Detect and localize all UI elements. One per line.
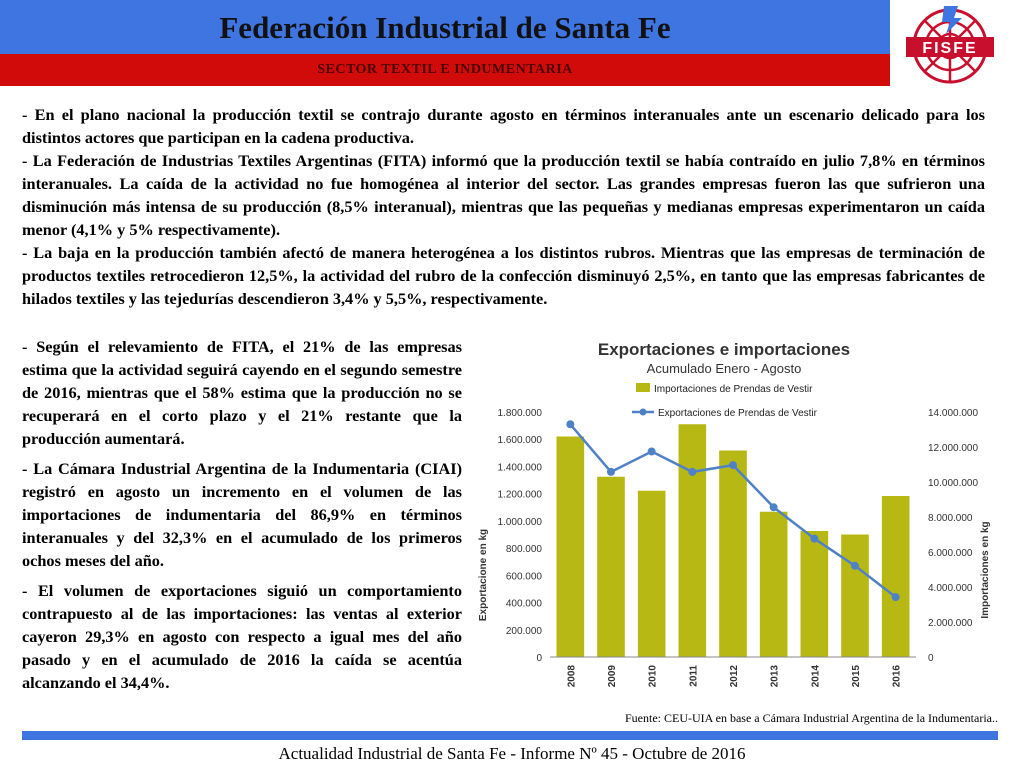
y-tick-label: 200.000 <box>505 625 542 637</box>
export-point <box>566 420 574 428</box>
chart-legend <box>632 383 818 419</box>
x-tick-label: 2010 <box>647 665 659 688</box>
page-title: Federación Industrial de Santa Fe <box>219 10 671 45</box>
y-tick-label: 1.400.000 <box>497 462 542 474</box>
y-tick-label: 600.000 <box>505 571 542 583</box>
y2-tick-label: 10.000.000 <box>928 478 979 489</box>
intro-paragraph: - En el plano nacional la producción textil se contrajo durante agosto en términos interanuales ante un escenario delicado para los distintos actores que participan en la cadena productiva. <box>22 105 985 147</box>
export-point <box>688 468 696 476</box>
import-bar <box>557 437 585 658</box>
x-tick-label: 2014 <box>810 665 822 688</box>
export-point <box>648 447 656 455</box>
y2-tick-label: 14.000.000 <box>928 408 979 419</box>
import-bar <box>638 491 666 657</box>
x-tick-label: 2013 <box>769 665 781 688</box>
chart-source: Fuente: CEU-UIA en base a Cámara Industrial Argentina de la Indumentaria.. <box>625 711 998 725</box>
export-point <box>770 503 778 511</box>
y-axis-label: Exportacione en kg <box>478 528 489 622</box>
import-bars <box>557 424 910 657</box>
y2-tick-label: 2.000.000 <box>928 618 973 629</box>
legend-marker-exports <box>640 409 647 416</box>
legend-label-exports: Exportaciones de Prendas de Vestir <box>658 408 817 419</box>
x-tick-label: 2011 <box>688 665 700 687</box>
chart-title: Exportaciones e importaciones <box>597 340 851 359</box>
fisfe-logo <box>902 4 998 86</box>
import-bar <box>841 535 869 658</box>
x-tick-label: 2012 <box>729 665 740 688</box>
y2-tick-label: 8.000.000 <box>928 513 973 524</box>
x-tick-label: 2008 <box>566 665 578 688</box>
legend-swatch-imports <box>636 383 650 392</box>
footer-bar <box>22 731 998 740</box>
y2-tick-label: 4.000.000 <box>928 583 973 594</box>
export-point <box>851 562 859 570</box>
y-tick-label: 0 <box>536 653 542 664</box>
export-point <box>607 468 615 476</box>
import-bar <box>760 512 788 657</box>
footer-text: Actualidad Industrial de Santa Fe - Informe Nº 45 - Octubre de 2016 <box>278 744 746 763</box>
y2-tick-label: 0 <box>928 653 934 664</box>
left-paragraph: - El volumen de exportaciones siguió un comportamiento contrapuesto al de las importaciones: las ventas al exterior cayeron 29,3% en agosto con respecto a igual mes del año pasado y en el acumulado de 2016 la caída se acentúa alcanzando el 34,4%. <box>22 581 462 692</box>
import-bar <box>882 496 910 657</box>
x-tick-label: 2016 <box>891 665 903 688</box>
export-point <box>892 593 900 601</box>
import-bar <box>719 451 747 658</box>
section-subtitle: SECTOR TEXTIL E INDUMENTARIA <box>317 62 573 77</box>
left-paragraph: - La Cámara Industrial Argentina de la Indumentaria (CIAI) registró en agosto un incremento en el volumen de las importaciones de indumentaria del 86,9% en términos interanuales y del 32,3% en el acumulado de los primeros ochos meses del año. <box>22 459 462 570</box>
y-tick-label: 400.000 <box>505 598 542 610</box>
import-bar <box>679 424 707 657</box>
intro-paragraph: - La Federación de Industrias Textiles Argentinas (FITA) informó que la producción textil se había contraído en julio 7,8% en términos interanuales. La caída de la actividad no fue homogénea al interior del sector. Las grandes empresas fueron las que sufrieron una disminución más intensa de su producción (8,5% interanual), mientras que las pequeñas y medianas empresas experimentaron un caída menor (4,1% y 5% respectivamente). <box>22 151 985 239</box>
y-tick-label: 800.000 <box>505 544 542 556</box>
y-tick-label: 1.200.000 <box>497 489 542 501</box>
intro-paragraph: - La baja en la producción también afectó de manera heterogénea a los distintos rubros. Mientras que las empresas de terminación de productos textiles retrocedieron 12,5%, la actividad del rubro de la confección disminuyó 2,5%, en tanto que las empresas fabricantes de hilados textiles y las tejedurías descendieron 3,4% y 5,5%, respectivamente. <box>22 243 985 308</box>
y-tick-label: 1.000.000 <box>497 516 542 528</box>
import-bar <box>597 477 625 657</box>
chart-subtitle: Acumulado Enero - Agosto <box>646 361 802 376</box>
x-tick-label: 2015 <box>851 665 862 688</box>
x-tick-label: 2009 <box>607 665 618 688</box>
y-tick-label: 1.800.000 <box>497 408 542 419</box>
y2-tick-label: 6.000.000 <box>928 548 973 559</box>
y-axis-ticks <box>498 408 543 664</box>
logo-text: FISFE <box>922 40 978 57</box>
import-bar <box>801 531 829 657</box>
left-column-text <box>22 335 462 701</box>
intro-text <box>22 103 985 310</box>
y2-axis-label: Importaciones en kg <box>980 521 991 619</box>
left-paragraph: - Según el relevamiento de FITA, el 21% de las empresas estima que la actividad seguirá cayendo en el segundo semestre de 2016, mientras que el 58% estima que la producción no se recuperará en el corto plazo y el 21% restante que la producción aumentará. <box>22 337 462 448</box>
exports-imports-chart <box>474 330 1008 700</box>
legend-label-imports: Importaciones de Prendas de Vestir <box>654 384 813 395</box>
x-axis-ticks <box>566 665 902 688</box>
export-point <box>729 461 737 469</box>
y2-tick-label: 12.000.000 <box>928 443 979 454</box>
export-point <box>810 535 818 543</box>
y2-axis-ticks <box>928 408 978 664</box>
y-tick-label: 1.600.000 <box>497 435 542 447</box>
